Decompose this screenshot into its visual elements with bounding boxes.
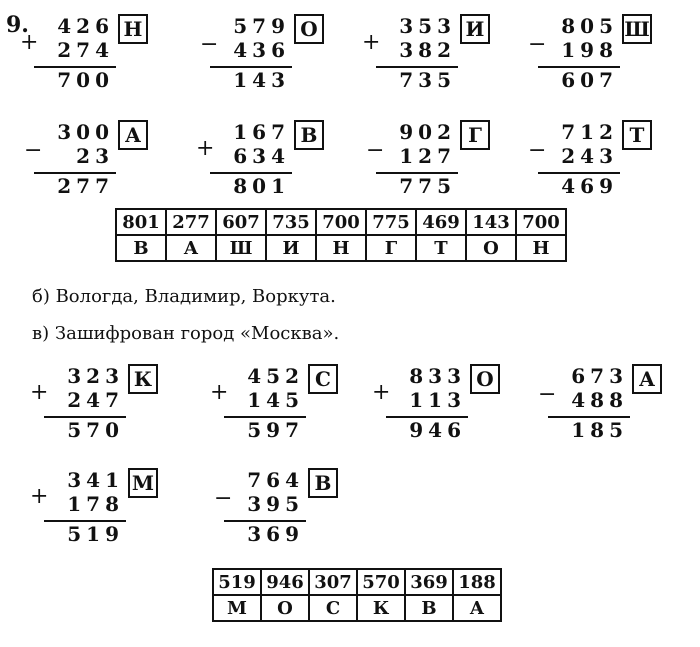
- operation-sign: +: [30, 484, 49, 509]
- operation-result: 946: [409, 418, 466, 442]
- cipher-table-moscow: [212, 568, 502, 622]
- cipher-number-cell: 188: [453, 569, 501, 595]
- cipher-number-cell: 570: [357, 569, 405, 595]
- column-operation: [210, 468, 332, 546]
- letter-box: О: [294, 14, 324, 44]
- operand-top: 579: [233, 14, 290, 38]
- cipher-number-cell: 519: [213, 569, 261, 595]
- operand-top: 323: [67, 364, 124, 388]
- column-operation: [20, 120, 142, 198]
- operation-sign: +: [210, 380, 229, 405]
- operand-bottom: 23: [76, 144, 114, 168]
- cipher-letter-cell: А: [453, 595, 501, 621]
- operand-top: 712: [561, 120, 618, 144]
- operation-sign: −: [214, 486, 233, 511]
- cipher-letter-cell: И: [266, 235, 316, 261]
- operand-top: 426: [57, 14, 114, 38]
- operation-sign: −: [528, 138, 547, 163]
- cipher-number-cell: 735: [266, 209, 316, 235]
- cipher-letter-cell: О: [261, 595, 309, 621]
- letter-box: Г: [460, 120, 490, 150]
- cipher-letters-row: [116, 235, 566, 261]
- cipher-letter-cell: Н: [316, 235, 366, 261]
- cipher-letter-cell: М: [213, 595, 261, 621]
- operation-result: 607: [561, 68, 618, 92]
- column-operation: [534, 364, 656, 442]
- operation-sign: −: [538, 382, 557, 407]
- cipher-numbers-row: [116, 209, 566, 235]
- column-operation: [362, 120, 482, 198]
- letter-box: И: [460, 14, 490, 44]
- problem-number: 9.: [6, 12, 29, 38]
- operation-result: 570: [67, 418, 124, 442]
- operation-sign: +: [30, 380, 49, 405]
- operand-top: 902: [399, 120, 456, 144]
- operation-sign: +: [20, 30, 39, 55]
- operation-result: 519: [67, 522, 124, 546]
- letter-box: Ш: [622, 14, 652, 44]
- cipher-number-cell: 700: [316, 209, 366, 235]
- operand-bottom: 198: [561, 38, 618, 62]
- column-operation: [372, 364, 494, 442]
- operation-result: 597: [247, 418, 304, 442]
- cipher-number-cell: 307: [309, 569, 357, 595]
- cipher-letter-cell: К: [357, 595, 405, 621]
- column-operation: [196, 14, 318, 92]
- operation-sign: −: [200, 32, 219, 57]
- letter-box: Т: [622, 120, 652, 150]
- cipher-number-cell: 369: [405, 569, 453, 595]
- operand-bottom: 178: [67, 492, 124, 516]
- operand-bottom: 247: [67, 388, 124, 412]
- column-operation: [20, 14, 143, 92]
- cipher-number-cell: 775: [366, 209, 416, 235]
- letter-box: В: [294, 120, 324, 150]
- operation-result: 801: [233, 174, 290, 198]
- letter-box: К: [128, 364, 158, 394]
- operand-bottom: 113: [409, 388, 466, 412]
- operand-top: 353: [399, 14, 456, 38]
- operand-bottom: 145: [247, 388, 304, 412]
- operand-bottom: 127: [399, 144, 456, 168]
- operand-bottom: 395: [247, 492, 304, 516]
- cipher-letter-cell: О: [466, 235, 516, 261]
- column-operation: [210, 364, 331, 442]
- operation-sign: +: [196, 136, 215, 161]
- operation-sign: +: [372, 380, 391, 405]
- operation-result: 143: [233, 68, 290, 92]
- operand-top: 805: [561, 14, 618, 38]
- answer-b-text: б) Вологда, Владимир, Воркута.: [32, 286, 336, 307]
- letter-box: В: [308, 468, 338, 498]
- operation-result: 185: [571, 418, 628, 442]
- cipher-number-cell: 143: [466, 209, 516, 235]
- cipher-numbers-row: [213, 569, 501, 595]
- operand-top: 764: [247, 468, 304, 492]
- letter-box: А: [118, 120, 148, 150]
- operation-result: 277: [57, 174, 114, 198]
- operand-top: 300: [57, 120, 114, 144]
- operation-result: 735: [399, 68, 456, 92]
- column-operation: [362, 14, 485, 92]
- cipher-number-cell: 277: [166, 209, 216, 235]
- cipher-letter-cell: Т: [416, 235, 466, 261]
- column-operation: [524, 14, 650, 92]
- cipher-letter-cell: Г: [366, 235, 416, 261]
- cipher-letter-cell: В: [116, 235, 166, 261]
- letter-box: С: [308, 364, 338, 394]
- operation-sign: −: [528, 32, 547, 57]
- column-operation: [30, 364, 153, 442]
- operand-bottom: 382: [399, 38, 456, 62]
- cipher-letters-row: [213, 595, 501, 621]
- operand-top: 673: [571, 364, 628, 388]
- operand-top: 341: [67, 468, 124, 492]
- cipher-number-cell: 946: [261, 569, 309, 595]
- operation-sign: −: [24, 138, 43, 163]
- cipher-number-cell: 607: [216, 209, 266, 235]
- cipher-letter-cell: С: [309, 595, 357, 621]
- operand-bottom: 436: [233, 38, 290, 62]
- answer-v-text: в) Зашифрован город «Москва».: [32, 323, 340, 344]
- operation-result: 369: [247, 522, 304, 546]
- operation-result: 700: [57, 68, 114, 92]
- cipher-number-cell: 469: [416, 209, 466, 235]
- column-operation: [30, 468, 155, 546]
- operand-top: 167: [233, 120, 290, 144]
- cipher-letter-cell: Н: [516, 235, 566, 261]
- operand-bottom: 243: [561, 144, 618, 168]
- column-operation: [196, 120, 318, 198]
- operand-top: 833: [409, 364, 466, 388]
- operation-result: 775: [399, 174, 456, 198]
- cipher-number-cell: 700: [516, 209, 566, 235]
- cipher-table-washington: [115, 208, 567, 262]
- cipher-letter-cell: Ш: [216, 235, 266, 261]
- cipher-number-cell: 801: [116, 209, 166, 235]
- cipher-letter-cell: В: [405, 595, 453, 621]
- operand-bottom: 634: [233, 144, 290, 168]
- letter-box: А: [632, 364, 662, 394]
- operation-sign: +: [362, 30, 381, 55]
- operand-top: 452: [247, 364, 304, 388]
- operand-bottom: 274: [57, 38, 114, 62]
- letter-box: О: [470, 364, 500, 394]
- operand-bottom: 488: [571, 388, 628, 412]
- letter-box: М: [128, 468, 158, 498]
- operation-result: 469: [561, 174, 618, 198]
- cipher-letter-cell: А: [166, 235, 216, 261]
- letter-box: Н: [118, 14, 148, 44]
- operation-sign: −: [366, 138, 385, 163]
- column-operation: [524, 120, 645, 198]
